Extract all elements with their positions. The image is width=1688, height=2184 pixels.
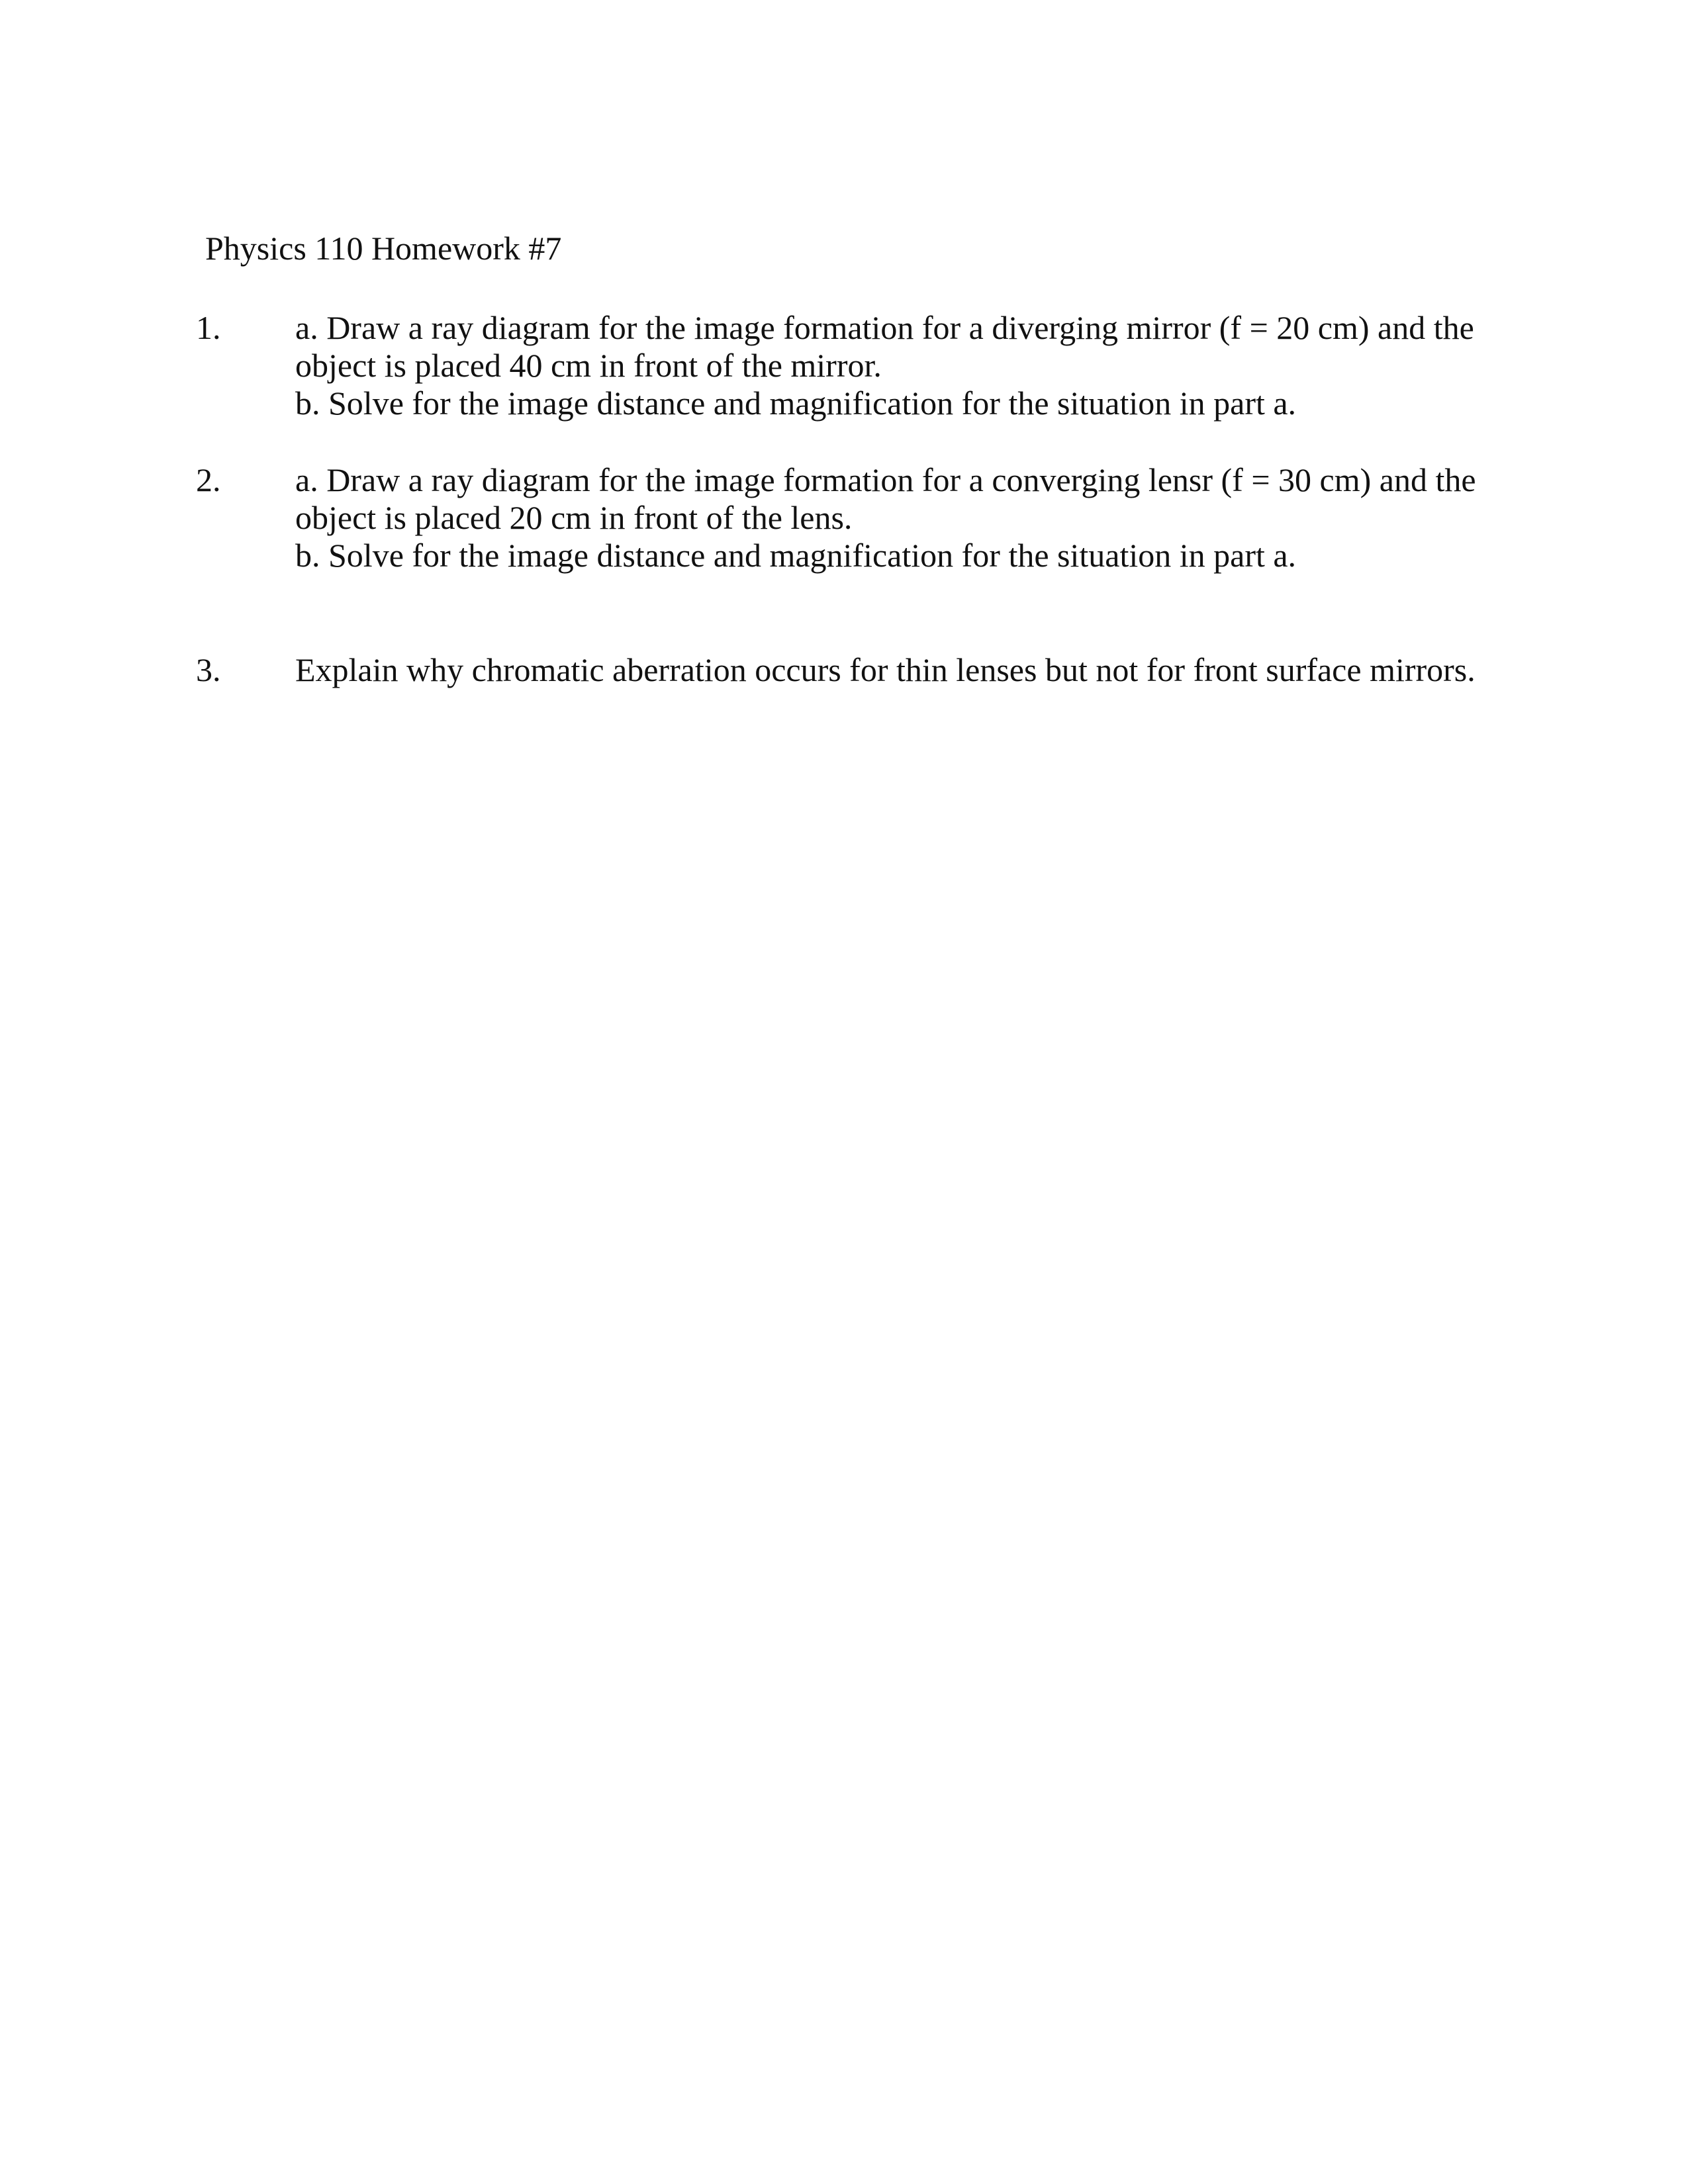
problem-line-part-b: b. Solve for the image distance and magnification for the situation in part a. — [295, 537, 1297, 574]
problem-line-part-a-cont: object is placed 40 cm in front of the mirror. — [295, 347, 882, 384]
page-title: Physics 110 Homework #7 — [205, 230, 562, 267]
problem-line-part-a-cont: object is placed 20 cm in front of the lens. — [295, 499, 853, 536]
problem-line-part-a: a. Draw a ray diagram for the image formation for a converging lensr (f = 30 cm) and the — [295, 461, 1476, 498]
problem-line: Explain why chromatic aberration occurs for thin lenses but not for front surface mirrors. — [295, 651, 1476, 688]
problem-text — [295, 309, 1553, 422]
problem-line-part-b: b. Solve for the image distance and magnification for the situation in part a. — [295, 385, 1297, 422]
problem-number: 3. — [196, 651, 221, 688]
problem-number: 1. — [196, 309, 221, 346]
problem-line-part-a: a. Draw a ray diagram for the image formation for a diverging mirror (f = 20 cm) and the — [295, 309, 1474, 346]
problem-number: 2. — [196, 461, 221, 498]
problem-text — [295, 651, 1553, 689]
problem-text — [295, 461, 1553, 574]
